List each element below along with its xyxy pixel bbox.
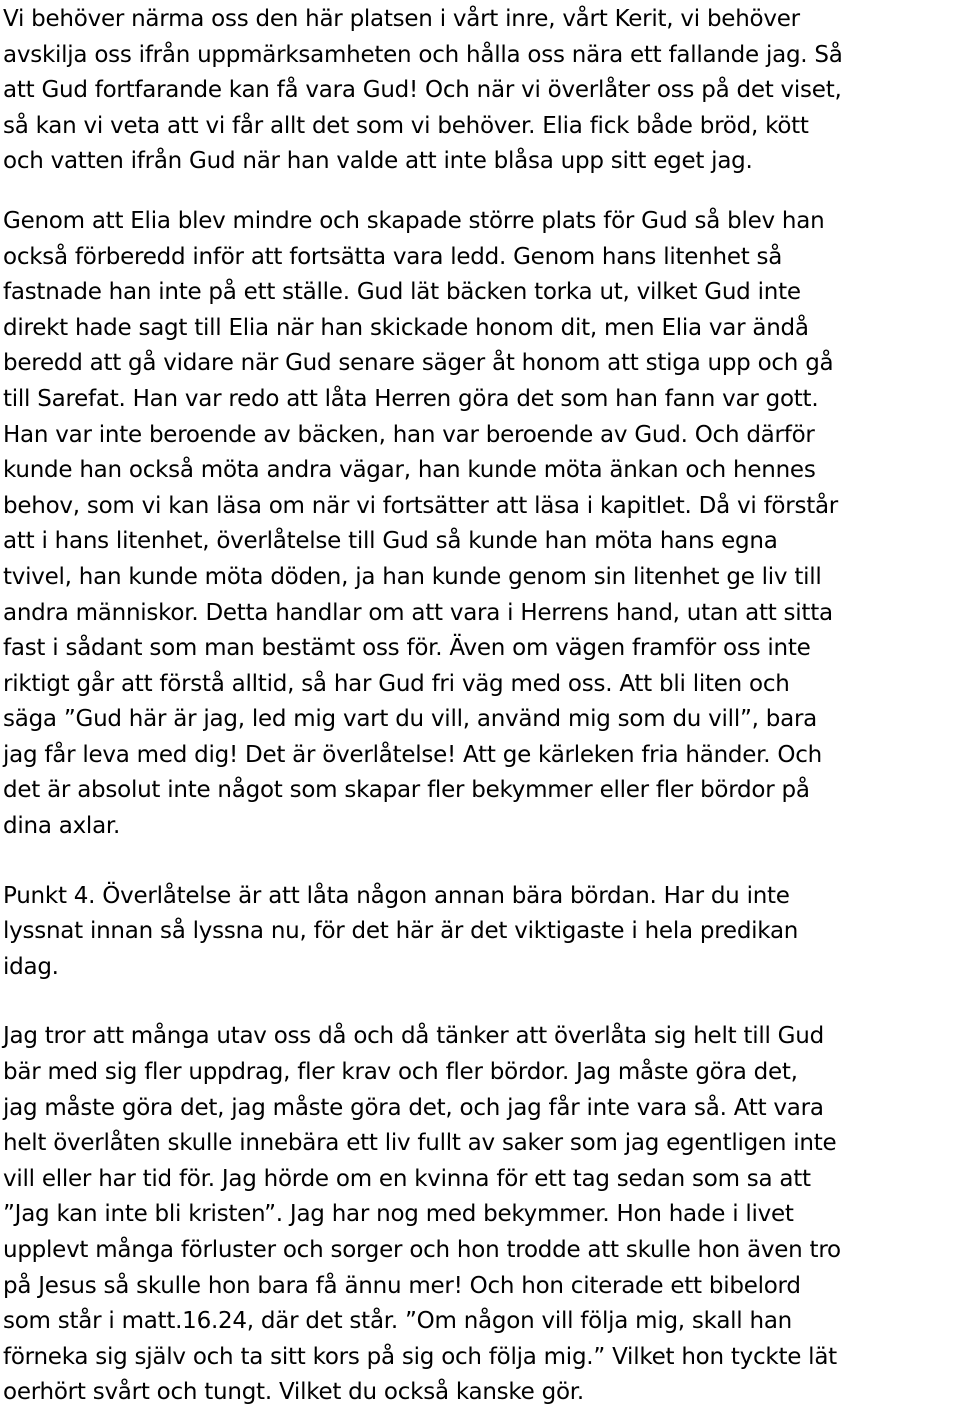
text-line: andra människor. Detta handlar om att vara i Herrens hand, utan att sitta: [3, 599, 833, 626]
text-line: till Sarefat. Han var redo att låta Herren göra det som han fann var gott.: [3, 385, 819, 412]
text-line: jag måste göra det, jag måste göra det, och jag får inte vara så. Att vara: [3, 1094, 824, 1121]
text-line: lyssnat innan så lyssna nu, för det här är det viktigaste i hela predikan: [3, 918, 799, 945]
text-line: att i hans litenhet, överlåtelse till Gud så kunde han möta hans egna: [3, 528, 778, 555]
text-line: fastnade han inte på ett ställe. Gud lät bäcken torka ut, vilket Gud inte: [3, 279, 801, 306]
text-line: Jag tror att många utav oss då och då tänker att överlåta sig helt till Gud: [3, 1023, 824, 1050]
text-line: och vatten ifrån Gud när han valde att inte blåsa upp sitt eget jag.: [3, 148, 753, 175]
text-line: jag får leva med dig! Det är överlåtelse! Att ge kärleken fria händer. Och: [3, 741, 822, 768]
text-line: vill eller har tid för. Jag hörde om en kvinna för ett tag sedan som sa att: [3, 1165, 811, 1192]
text-line: kunde han också möta andra vägar, han kunde möta änkan och hennes: [3, 457, 816, 484]
text-line: säga ”Gud här är jag, led mig vart du vill, använd mig som du vill”, bara: [3, 706, 817, 733]
text-line: Genom att Elia blev mindre och skapade större plats för Gud så blev han: [3, 207, 825, 234]
text-line: Vi behöver närma oss den här platsen i vårt inre, vårt Kerit, vi behöver: [3, 6, 800, 32]
document-page: [3, 2, 957, 1411]
text-line: som står i matt.16.24, där det står. ”Om någon vill följa mig, skall han: [3, 1308, 793, 1335]
text-line: direkt hade sagt till Elia när han skickade honom dit, men Elia var ändå: [3, 314, 809, 341]
paragraph-spacer: [3, 180, 957, 204]
paragraph-2: [3, 204, 957, 845]
text-line: ”Jag kan inte bli kristen”. Jag har nog med bekymmer. Hon hade i livet: [3, 1201, 794, 1228]
text-line: oerhört svårt och tungt. Vilket du också kanske gör.: [3, 1379, 584, 1406]
text-line: helt överlåten skulle innebära ett liv fullt av saker som jag egentligen inte: [3, 1130, 837, 1157]
text-line: fast i sådant som man bestämt oss för. Även om vägen framför oss inte: [3, 635, 811, 662]
text-line: så kan vi veta att vi får allt det som vi behöver. Elia fick både bröd, kött: [3, 112, 809, 139]
paragraph-spacer: [3, 985, 957, 1019]
text-line: förneka sig själv och ta sitt kors på sig och följa mig.” Vilket hon tyckte lät: [3, 1343, 837, 1370]
text-line: Han var inte beroende av bäcken, han var beroende av Gud. Och därför: [3, 421, 815, 448]
paragraph-3: [3, 879, 957, 986]
text-line: avskilja oss ifrån uppmärksamheten och hålla oss nära ett fallande jag. Så: [3, 41, 843, 68]
paragraph-1: [3, 2, 957, 180]
paragraph-4: [3, 1019, 957, 1411]
text-line: bär med sig fler uppdrag, fler krav och fler bördor. Jag måste göra det,: [3, 1059, 798, 1086]
text-line: också förberedd inför att fortsätta vara ledd. Genom hans litenhet så: [3, 243, 783, 270]
text-line: det är absolut inte något som skapar fler bekymmer eller fler bördor på: [3, 777, 810, 804]
text-line: behov, som vi kan läsa om när vi fortsätter att läsa i kapitlet. Då vi förstår: [3, 492, 839, 519]
text-line: beredd att gå vidare när Gud senare säger åt honom att stiga upp och gå: [3, 350, 834, 377]
text-line: på Jesus så skulle hon bara få ännu mer! Och hon citerade ett bibelord: [3, 1272, 801, 1299]
text-line: att Gud fortfarande kan få vara Gud! Och när vi överlåter oss på det viset,: [3, 77, 842, 104]
text-line: tvivel, han kunde möta döden, ja han kunde genom sin litenhet ge liv till: [3, 563, 822, 590]
paragraph-spacer: [3, 845, 957, 879]
text-line: Punkt 4. Överlåtelse är att låta någon annan bära bördan. Har du inte: [3, 882, 790, 909]
text-line: riktigt går att förstå alltid, så har Gud fri väg med oss. Att bli liten och: [3, 670, 790, 697]
text-line: dina axlar.: [3, 813, 121, 840]
text-line: upplevt många förluster och sorger och hon trodde att skulle hon även tro: [3, 1237, 841, 1263]
text-line: idag.: [3, 953, 59, 980]
